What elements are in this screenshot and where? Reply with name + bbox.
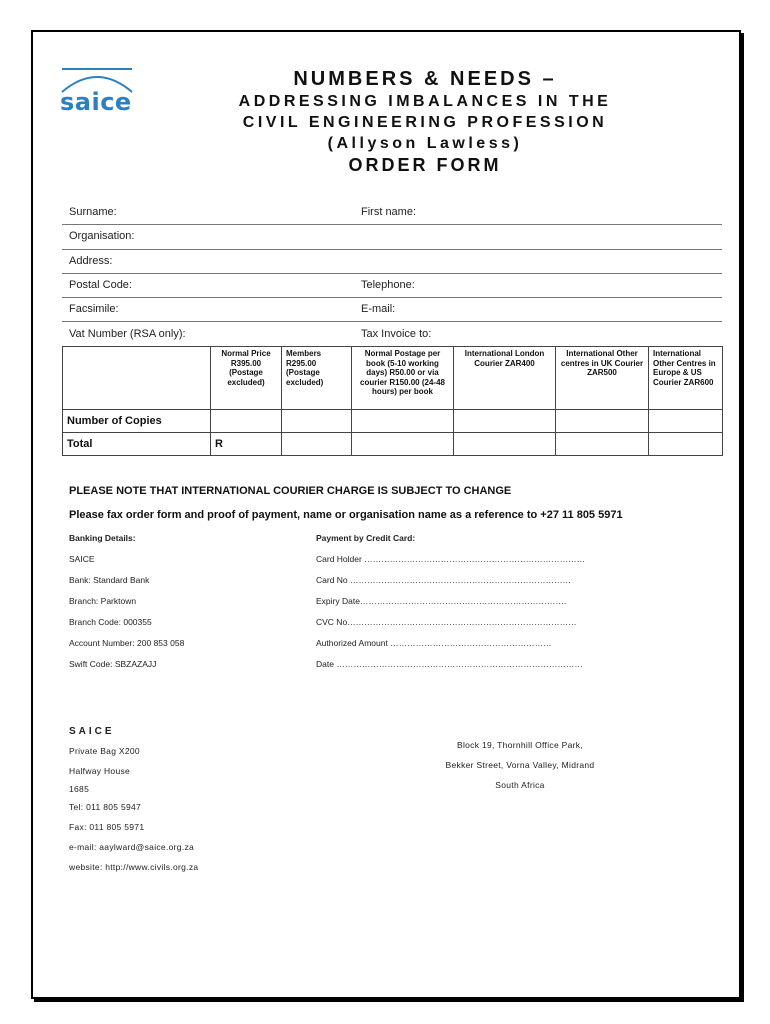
table-header-cell: Normal Price R395.00 (Postage excluded) <box>211 347 282 410</box>
banking-line: SAICE <box>69 554 95 564</box>
logo-text: saice <box>60 88 132 116</box>
surname-label: Surname: <box>69 206 117 218</box>
vat-number-label: Vat Number (RSA only): <box>69 328 186 340</box>
total-cell[interactable] <box>282 433 352 456</box>
total-currency[interactable]: R <box>211 433 282 456</box>
email-label: E-mail: <box>361 303 396 315</box>
title-line-2: ADDRESSING IMBALANCES IN THE <box>238 93 612 110</box>
email-link[interactable]: e-mail: aaylward@saice.org.za <box>69 842 195 852</box>
table-header-cell: International London Courier ZAR400 <box>454 347 556 410</box>
contact-line: Private Bag X200 <box>69 746 140 756</box>
saice-logo <box>60 66 140 126</box>
copies-cell[interactable] <box>556 410 649 433</box>
contact-line: Tel: 011 805 5947 <box>69 802 142 812</box>
total-cell[interactable] <box>454 433 556 456</box>
expiry-date-field[interactable]: Expiry Date………………………………………………………………. <box>316 596 567 606</box>
organisation-field[interactable] <box>62 249 722 250</box>
copies-cell[interactable] <box>649 410 723 433</box>
courier-note: PLEASE NOTE THAT INTERNATIONAL COURIER CHARGE IS SUBJECT TO CHANGE <box>69 485 512 497</box>
facsimile-field[interactable] <box>62 321 722 322</box>
surname-field[interactable] <box>62 224 722 225</box>
table-row <box>63 433 723 456</box>
title-line-5: ORDER FORM <box>348 155 502 175</box>
title-line-4: (Allyson Lawless) <box>327 135 523 152</box>
document-title <box>205 67 645 176</box>
copies-cell[interactable] <box>454 410 556 433</box>
copies-cell[interactable] <box>352 410 454 433</box>
address-line: Block 19, Thornhill Office Park, <box>457 740 583 750</box>
table-header-row <box>63 347 723 410</box>
table-header-cell: Normal Postage per book (5-10 working days) R50.00 or via courier R150.00 (24-48 hours) per book <box>352 347 454 410</box>
table-header-cell: International Other Centres in Europe & US Courier ZAR600 <box>649 347 723 410</box>
contact-org: SAICE <box>69 726 115 737</box>
table-row <box>63 410 723 433</box>
cvc-field[interactable]: CVC No……………………………………………………………………… <box>316 617 577 627</box>
address-line: South Africa <box>495 780 545 790</box>
table-header-cell: International Other centres in UK Courier ZAR500 <box>556 347 649 410</box>
banking-line: Branch Code: 000355 <box>69 617 152 627</box>
telephone-label: Telephone: <box>361 279 415 291</box>
postal-code-field[interactable] <box>62 297 722 298</box>
copies-cell[interactable] <box>211 410 282 433</box>
banking-heading: Banking Details: <box>69 533 136 543</box>
total-cell[interactable] <box>556 433 649 456</box>
authorized-amount-field[interactable]: Authorized Amount ………………………………………………… <box>316 638 552 648</box>
organisation-label: Organisation: <box>69 230 135 242</box>
address-label: Address: <box>69 255 113 267</box>
total-cell[interactable] <box>649 433 723 456</box>
contact-line: 1685 <box>69 784 90 794</box>
table-header-cell <box>63 347 211 410</box>
total-cell[interactable] <box>352 433 454 456</box>
facsimile-label: Facsimile: <box>69 303 119 315</box>
fax-note: Please fax order form and proof of payment, name or organisation name as a reference to +27 11 805 5971 <box>69 509 623 521</box>
table-header-cell: Members R295.00 (Postage excluded) <box>282 347 352 410</box>
copies-row-label: Number of Copies <box>63 410 211 433</box>
address-line: Bekker Street, Vorna Valley, Midrand <box>445 760 595 770</box>
banking-line: Branch: Parktown <box>69 596 137 606</box>
card-holder-field[interactable]: Card Holder …………………………………………………………………… <box>316 554 586 564</box>
total-row-label: Total <box>63 433 211 456</box>
copies-cell[interactable] <box>282 410 352 433</box>
title-line-1: NUMBERS & NEEDS – <box>293 68 557 90</box>
credit-card-heading: Payment by Credit Card: <box>316 533 416 543</box>
tax-invoice-label: Tax Invoice to: <box>361 328 432 340</box>
postal-code-label: Postal Code: <box>69 279 132 291</box>
address-field[interactable] <box>62 273 722 274</box>
banking-line: Swift Code: SBZAZAJJ <box>69 659 157 669</box>
website-link[interactable]: website: http://www.civils.org.za <box>69 862 199 872</box>
first-name-label: First name: <box>361 206 417 218</box>
banking-line: Bank: Standard Bank <box>69 575 150 585</box>
banking-line: Account Number: 200 853 058 <box>69 638 185 648</box>
pricing-table <box>62 346 723 456</box>
title-line-3: CIVIL ENGINEERING PROFESSION <box>242 114 608 131</box>
card-number-field[interactable]: Card No …………………………………………………………………… <box>316 575 572 585</box>
contact-line: Fax: 011 805 5971 <box>69 822 145 832</box>
date-field[interactable]: Date …………………………………………………………………………… <box>316 659 583 669</box>
contact-line: Halfway House <box>69 766 131 776</box>
